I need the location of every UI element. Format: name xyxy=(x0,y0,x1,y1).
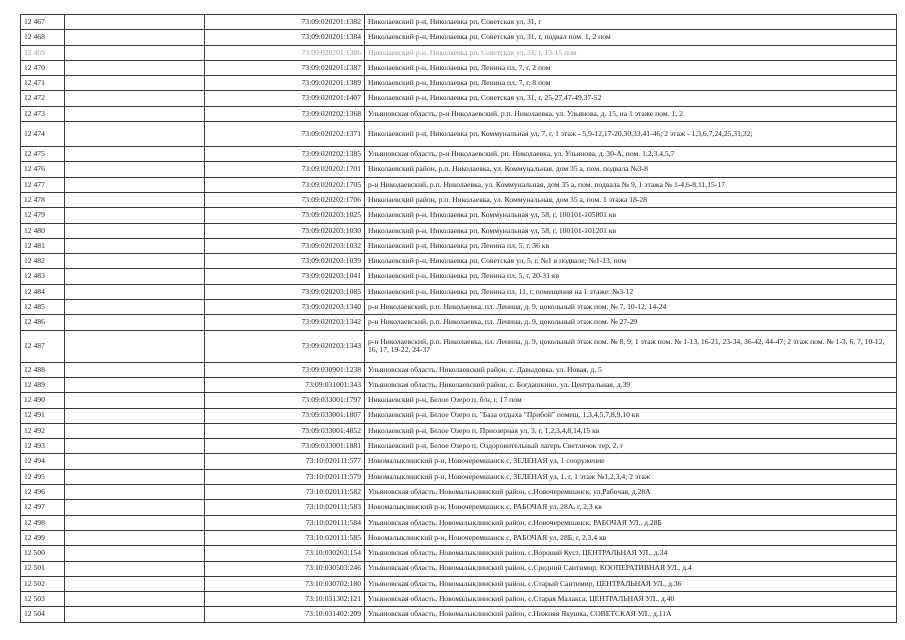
table-row xyxy=(21,45,897,60)
table-row xyxy=(21,315,897,330)
cadastral-number-cell: 73:10:020111:582 xyxy=(205,485,365,500)
address-cell: Николаевский р-н, Николаевка рп, Ленина пл, 7, г, 2 пом xyxy=(365,60,897,75)
cadastral-number-cell: 73:09:020203:1030 xyxy=(205,223,365,238)
empty-cell xyxy=(65,423,205,438)
table-row xyxy=(21,91,897,106)
empty-cell xyxy=(65,192,205,207)
address-cell: Ульяновская область, Новомалыклинский район, с.Старый Сантимир, ЦЕНТРАЛЬНАЯ УЛ., д.36 xyxy=(365,576,897,591)
address-cell: р-н Николаевский, р.п. Николаевка, ул. Коммунальная, дом 35 а, пом. подвала № 9, 1 этажа № 1-4,6-8,11,15-17 xyxy=(365,177,897,192)
address-cell: Ульяновская область, р-н Николаевский, р.п. Николаевка, ул. Ульянова, д. 15, на 1 этаже пом. 1, 2 xyxy=(365,106,897,121)
row-number-cell: 12 481 xyxy=(21,238,65,253)
row-number-cell: 12 468 xyxy=(21,30,65,45)
registry-body xyxy=(21,15,897,623)
cadastral-number-cell: 73:09:020203:1041 xyxy=(205,269,365,284)
table-row xyxy=(21,254,897,269)
empty-cell xyxy=(65,15,205,30)
empty-cell xyxy=(65,439,205,454)
row-number-cell: 12 476 xyxy=(21,162,65,177)
row-number-cell: 12 489 xyxy=(21,377,65,392)
row-number-cell: 12 484 xyxy=(21,284,65,299)
row-number-cell: 12 491 xyxy=(21,408,65,423)
table-row xyxy=(21,60,897,75)
row-number-cell: 12 495 xyxy=(21,469,65,484)
table-row xyxy=(21,439,897,454)
cadastral-number-cell: 73:09:020201:1387 xyxy=(205,60,365,75)
empty-cell xyxy=(65,393,205,408)
cadastral-number-cell: 73:10:020111:585 xyxy=(205,530,365,545)
row-number-cell: 12 502 xyxy=(21,576,65,591)
cadastral-number-cell: 73:10:020111:577 xyxy=(205,454,365,469)
table-row xyxy=(21,469,897,484)
table-row xyxy=(21,162,897,177)
cadastral-number-cell: 73:09:020202:1368 xyxy=(205,106,365,121)
empty-cell xyxy=(65,162,205,177)
address-cell: Николаевский р-н, Николаевка рп, Ленина пл, 5, г, 36 кв xyxy=(365,238,897,253)
address-cell: Николаевский р-н, Николаевка рп, Коммунальная ул, 58, г, 100101-105801 кв xyxy=(365,208,897,223)
row-number-cell: 12 477 xyxy=(21,177,65,192)
address-cell: Николаевский р-н, Белое Озеро п, "База отдыха "Прибой" помещ. 1,3,4,5,7,8,9,10 кв xyxy=(365,408,897,423)
table-row xyxy=(21,592,897,607)
row-number-cell: 12 482 xyxy=(21,254,65,269)
address-cell: Ульяновская область, р-н Николаевский, рп. Николаевка, ул. Ульянова, д. 30-А, пом. 1,2,3,4,5,7 xyxy=(365,147,897,162)
row-number-cell: 12 493 xyxy=(21,439,65,454)
cadastral-number-cell: 73:10:020111:579 xyxy=(205,469,365,484)
empty-cell xyxy=(65,254,205,269)
table-row xyxy=(21,147,897,162)
cadastral-number-cell: 73:10:020111:584 xyxy=(205,515,365,530)
table-row xyxy=(21,561,897,576)
address-cell: Новомалыклинский р-н, Новочеремшанск с, РАБОЧАЯ ул, 28Б, г, 2,3,4 кв xyxy=(365,530,897,545)
cadastral-number-cell: 73:09:020201:1407 xyxy=(205,91,365,106)
cadastral-number-cell: 73:09:020203:1039 xyxy=(205,254,365,269)
table-row xyxy=(21,485,897,500)
cadastral-number-cell: 73:09:020201:1389 xyxy=(205,76,365,91)
row-number-cell: 12 479 xyxy=(21,208,65,223)
address-cell: Ульяновская область, Новомалыклинский район, с.Старая Малакса, ЦЕНТРАЛЬНАЯ УЛ., д.40 xyxy=(365,592,897,607)
table-row xyxy=(21,15,897,30)
empty-cell xyxy=(65,60,205,75)
address-cell: Новомалыклинский р-н, Новочеремшанск с, ЗЕЛЕНАЯ ул, 1, г, 1 этаж №1,2,3,4; 2 этаж xyxy=(365,469,897,484)
address-cell: Николаевский р-н, Белое Озеро п, б/н, г, 17 пом xyxy=(365,393,897,408)
address-cell: Новомалыклинский р-н, Новочеремшанск с, ЗЕЛЕНАЯ ул, 1 сооружение xyxy=(365,454,897,469)
table-row xyxy=(21,408,897,423)
address-cell: Николаевский р-н, Белое Озеро п, Оздоровительный лагерь Светлячок тер, 2, г xyxy=(365,439,897,454)
row-number-cell: 12 474 xyxy=(21,122,65,147)
row-number-cell: 12 485 xyxy=(21,300,65,315)
address-cell: Николаевский р-н, Николаевка рп, Советская ул, 31, г, 25-27,47-49,37-52 xyxy=(365,91,897,106)
empty-cell xyxy=(65,576,205,591)
address-cell: Николаевский р-н, Николаевка рп, Ленина пл, 11, г, помещения на 1 этаже: №3-12 xyxy=(365,284,897,299)
row-number-cell: 12 498 xyxy=(21,515,65,530)
row-number-cell: 12 467 xyxy=(21,15,65,30)
empty-cell xyxy=(65,546,205,561)
empty-cell xyxy=(65,45,205,60)
row-number-cell: 12 499 xyxy=(21,530,65,545)
row-number-cell: 12 488 xyxy=(21,362,65,377)
empty-cell xyxy=(65,208,205,223)
cadastral-number-cell: 73:09:033001:4852 xyxy=(205,423,365,438)
empty-cell xyxy=(65,30,205,45)
table-row xyxy=(21,30,897,45)
table-row xyxy=(21,238,897,253)
row-number-cell: 12 503 xyxy=(21,592,65,607)
address-cell: р-н Николаевский, р.п. Николаевка, пл. Ленина, д. 9, цокольный этаж пом. № 27-29 xyxy=(365,315,897,330)
row-number-cell: 12 471 xyxy=(21,76,65,91)
address-cell: Николаевский район, р.п. Николаевка, ул. Коммунальная, дом 35 а, пом. 1 этажа 18-28 xyxy=(365,192,897,207)
table-row xyxy=(21,454,897,469)
row-number-cell: 12 470 xyxy=(21,60,65,75)
table-row xyxy=(21,546,897,561)
address-cell: Николаевский р-н, Николаевка рп, Коммунальная ул, 7, г, 1 этаж - 5,9-12,17-20,30,33,41-46; 2 этаж - 1,3,6,7,24,25,31,32; xyxy=(365,122,897,147)
cadastral-number-cell: 73:10:031402:209 xyxy=(205,607,365,622)
empty-cell xyxy=(65,76,205,91)
empty-cell xyxy=(65,238,205,253)
empty-cell xyxy=(65,91,205,106)
cadastral-number-cell: 73:09:033001:1807 xyxy=(205,408,365,423)
table-row xyxy=(21,576,897,591)
cadastral-number-cell: 73:09:031001:343 xyxy=(205,377,365,392)
address-cell: Новомалыклинский р-н, Новочеремшанск с, РАБОЧАЯ ул, 28А, г, 2,3 кв xyxy=(365,500,897,515)
row-number-cell: 12 480 xyxy=(21,223,65,238)
cadastral-number-cell: 73:10:030203:154 xyxy=(205,546,365,561)
cadastral-number-cell: 73:10:031302:121 xyxy=(205,592,365,607)
cadastral-number-cell: 73:09:030901:1238 xyxy=(205,362,365,377)
table-row xyxy=(21,500,897,515)
cadastral-number-cell: 73:09:020201:1382 xyxy=(205,15,365,30)
empty-cell xyxy=(65,469,205,484)
row-number-cell: 12 475 xyxy=(21,147,65,162)
empty-cell xyxy=(65,106,205,121)
table-row xyxy=(21,362,897,377)
empty-cell xyxy=(65,122,205,147)
address-cell: Ульяновская область, Новомалыклинский район, с.Новочеремшанск, ул.Рабочая, д.28А xyxy=(365,485,897,500)
cadastral-number-cell: 73:09:020203:1025 xyxy=(205,208,365,223)
table-row xyxy=(21,330,897,362)
cadastral-number-cell: 73:09:020203:1085 xyxy=(205,284,365,299)
empty-cell xyxy=(65,362,205,377)
row-number-cell: 12 478 xyxy=(21,192,65,207)
table-row xyxy=(21,106,897,121)
row-number-cell: 12 469 xyxy=(21,45,65,60)
cadastral-number-cell: 73:09:020202:1385 xyxy=(205,147,365,162)
empty-cell xyxy=(65,177,205,192)
cadastral-number-cell: 73:09:020201:1384 xyxy=(205,30,365,45)
row-number-cell: 12 492 xyxy=(21,423,65,438)
table-row xyxy=(21,515,897,530)
table-row xyxy=(21,300,897,315)
empty-cell xyxy=(65,300,205,315)
row-number-cell: 12 473 xyxy=(21,106,65,121)
cadastral-number-cell: 73:09:020202:1706 xyxy=(205,192,365,207)
table-row xyxy=(21,192,897,207)
table-row xyxy=(21,377,897,392)
row-number-cell: 12 504 xyxy=(21,607,65,622)
empty-cell xyxy=(65,515,205,530)
address-cell: р-н Николаевский, р.п. Николаевка, пл. Ленина, д. 9, цокольный этаж пом. № 8, 9; 1 этаж пом. № 1-13, 16-21, 23-34, 36-42, 44-47; 2 этаж пом. № 1-3, 6, 7, 10-12, 16, 17, 19-22, 24-37 xyxy=(365,330,897,362)
address-cell: Николаевский р-н, Николаевка рп, Коммунальная ул, 58, г, 100101-101201 кв xyxy=(365,223,897,238)
empty-cell xyxy=(65,147,205,162)
empty-cell xyxy=(65,530,205,545)
table-row xyxy=(21,607,897,622)
cadastral-number-cell: 73:09:020203:1340 xyxy=(205,300,365,315)
address-cell: Ульяновская область, Новомалыклинский район, с.Нижняя Якушка, СОВЕТСКАЯ УЛ., д.11А xyxy=(365,607,897,622)
address-cell: Николаевский р-н, Николаевка рп, Советская ул, 31, г, 13-15 пом xyxy=(365,45,897,60)
table-row xyxy=(21,122,897,147)
address-cell: Ульяновская область, Николаевский район, с. Богдашкино, ул. Центральная, д.39 xyxy=(365,377,897,392)
address-cell: Ульяновская область, Новомалыклинский район, с.Средний Сантимир, КООПЕРАТИВНАЯ УЛ., д.4 xyxy=(365,561,897,576)
address-cell: Ульяновская область, Новомалыклинский район, с.Новочеремшанск, РАБОЧАЯ УЛ., д.28Б xyxy=(365,515,897,530)
row-number-cell: 12 490 xyxy=(21,393,65,408)
address-cell: Николаевский р-н, Николаевка рп, Советская ул, 31, г xyxy=(365,15,897,30)
empty-cell xyxy=(65,315,205,330)
table-row xyxy=(21,530,897,545)
cadastral-number-cell: 73:10:020111:583 xyxy=(205,500,365,515)
row-number-cell: 12 486 xyxy=(21,315,65,330)
cadastral-number-cell: 73:09:020201:1386 xyxy=(205,45,365,60)
row-number-cell: 12 500 xyxy=(21,546,65,561)
empty-cell xyxy=(65,500,205,515)
address-cell: Ульяновская область, Николаевский район, с. Давыдовка, ул. Новая, д. 5 xyxy=(365,362,897,377)
cadastral-number-cell: 73:09:020203:1342 xyxy=(205,315,365,330)
row-number-cell: 12 487 xyxy=(21,330,65,362)
empty-cell xyxy=(65,485,205,500)
row-number-cell: 12 483 xyxy=(21,269,65,284)
row-number-cell: 12 497 xyxy=(21,500,65,515)
empty-cell xyxy=(65,269,205,284)
address-cell: Николаевский р-н, Белое Озеро п, Приозерная ул, 3, г, 1,2,3,4,8,14,15 кв xyxy=(365,423,897,438)
table-row xyxy=(21,284,897,299)
address-cell: Николаевский р-н, Николаевка рп, Ленина пл, 5, г, 20-31 кв xyxy=(365,269,897,284)
table-row xyxy=(21,208,897,223)
table-row xyxy=(21,223,897,238)
empty-cell xyxy=(65,454,205,469)
row-number-cell: 12 494 xyxy=(21,454,65,469)
cadastral-number-cell: 73:09:033001:1881 xyxy=(205,439,365,454)
empty-cell xyxy=(65,607,205,622)
cadastral-number-cell: 73:09:020202:1701 xyxy=(205,162,365,177)
address-cell: Николаевский район, р.п. Николаевка, ул. Коммунальная, дом 35 а, пом. подвала №3-8 xyxy=(365,162,897,177)
cadastral-number-cell: 73:09:020203:1032 xyxy=(205,238,365,253)
address-cell: Николаевский р-н, Николаевка рп, Ленина пл, 7, г, 8 пом xyxy=(365,76,897,91)
cadastral-number-cell: 73:09:033001:1797 xyxy=(205,393,365,408)
cadastral-number-cell: 73:10:030503:246 xyxy=(205,561,365,576)
address-cell: Николаевский р-н, Николаевка рп, Советская ул, 5, г, №1 в подвале; №1-13, пом xyxy=(365,254,897,269)
empty-cell xyxy=(65,592,205,607)
cadastral-number-cell: 73:09:020202:1371 xyxy=(205,122,365,147)
table-row xyxy=(21,76,897,91)
empty-cell xyxy=(65,408,205,423)
row-number-cell: 12 496 xyxy=(21,485,65,500)
table-row xyxy=(21,269,897,284)
address-cell: р-н Николаевский, р.п. Николаевка, пл. Ленина, д. 9, цокольный этаж пом. № 7, 10-12, 14-24 xyxy=(365,300,897,315)
empty-cell xyxy=(65,284,205,299)
row-number-cell: 12 472 xyxy=(21,91,65,106)
address-cell: Ульяновская область, Новомалыклинский район, с.Вороний Куст, ЦЕНТРАЛЬНАЯ УЛ., д.34 xyxy=(365,546,897,561)
row-number-cell: 12 501 xyxy=(21,561,65,576)
property-registry-table xyxy=(20,14,897,623)
cadastral-number-cell: 73:09:020202:1705 xyxy=(205,177,365,192)
table-row xyxy=(21,423,897,438)
address-cell: Николаевский р-н, Николаевка рп, Советская ул, 31, г, подвал пом. 1, 2 пом xyxy=(365,30,897,45)
table-row xyxy=(21,177,897,192)
cadastral-number-cell: 73:10:030702:180 xyxy=(205,576,365,591)
cadastral-number-cell: 73:09:020203:1343 xyxy=(205,330,365,362)
empty-cell xyxy=(65,561,205,576)
empty-cell xyxy=(65,377,205,392)
empty-cell xyxy=(65,330,205,362)
table-row xyxy=(21,393,897,408)
empty-cell xyxy=(65,223,205,238)
